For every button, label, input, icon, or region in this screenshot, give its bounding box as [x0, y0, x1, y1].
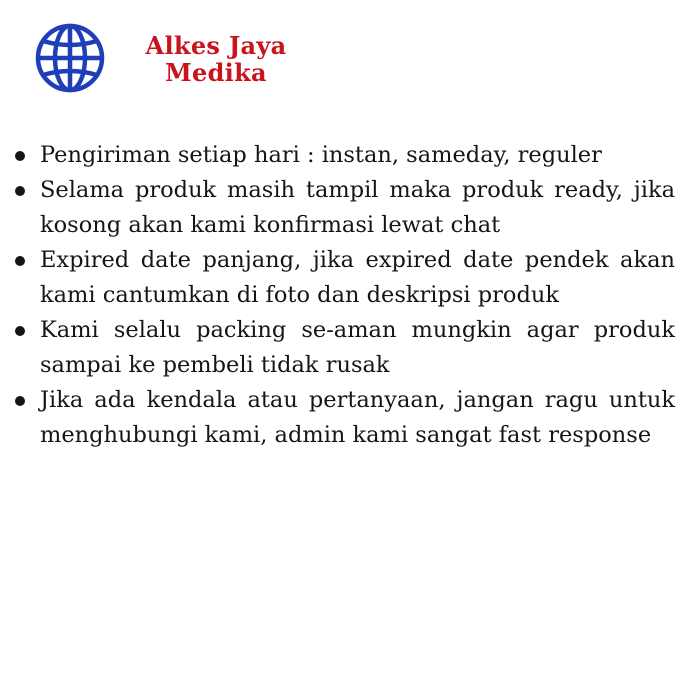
globe-icon: [34, 22, 106, 94]
info-list-item: Kami selalu packing se-aman mungkin agar produk sampai ke pembeli tidak rusak: [40, 313, 675, 383]
info-list: [40, 138, 675, 453]
info-list-item: Pengiriman setiap hari : instan, sameday, reguler: [40, 138, 675, 173]
info-list-item: Jika ada kendala atau pertanyaan, jangan ragu untuk menghubungi kami, admin kami sangat fast response: [40, 383, 675, 453]
brand-name-line2: Medika: [165, 58, 267, 87]
brand-header: [34, 22, 454, 94]
brand-name-line1: Alkes Jaya: [145, 31, 287, 60]
info-list-item: Expired date panjang, jika expired date pendek akan kami cantumkan di foto dan deskripsi produk: [40, 243, 675, 313]
info-list-item: Selama produk masih tampil maka produk ready, jika kosong akan kami konfirmasi lewat chat: [40, 173, 675, 243]
brand-name: [116, 32, 316, 86]
